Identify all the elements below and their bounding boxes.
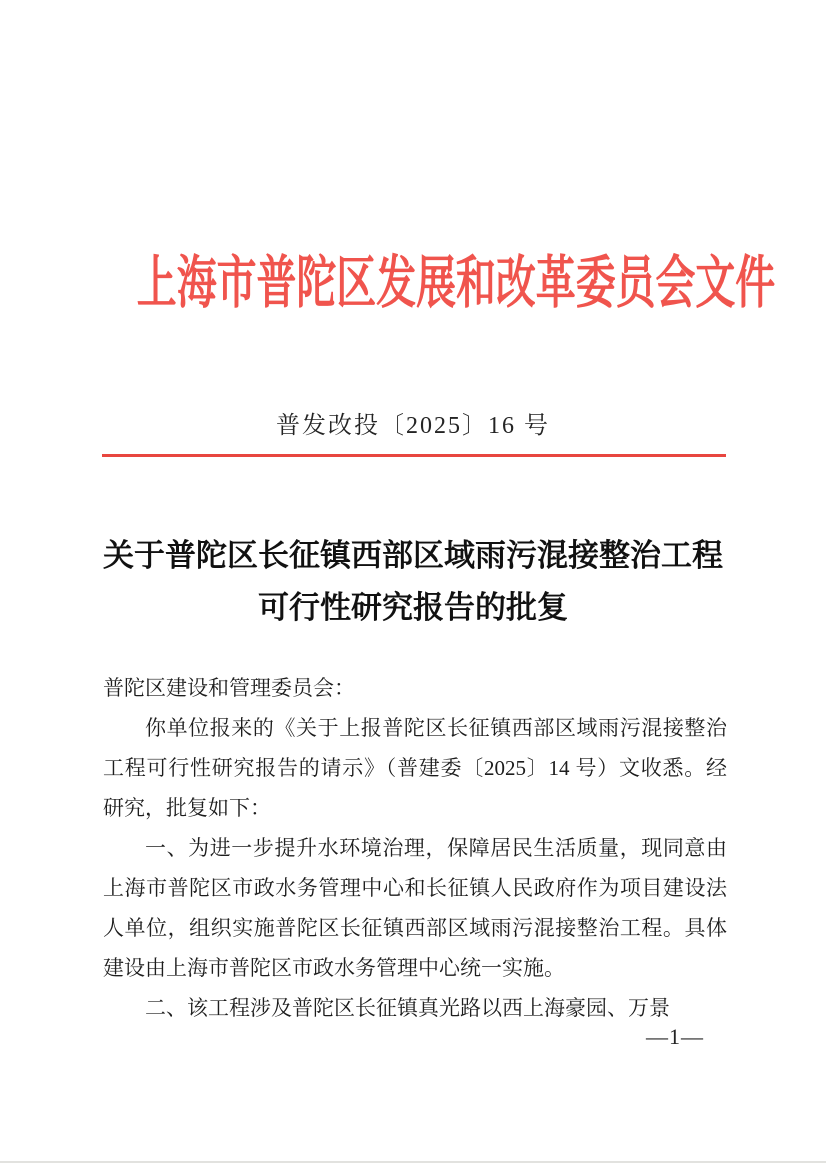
red-divider-line [102,454,726,457]
document-title-line-1: 关于普陀区长征镇西部区域雨污混接整治工程 [103,538,723,573]
salutation: 普陀区建设和管理委员会： [103,676,355,700]
document-number: 普发改投〔2025〕16 号 [276,413,550,439]
page-number: —1— [646,1024,704,1049]
scan-edge-line [0,1161,826,1163]
paragraph-item-1: 一、为进一步提升水环境治理，保障居民生活质量，现同意由上海市普陀区市政水务管理中心和长征镇人民政府作为项目建设法人单位，组织实施普陀区长征镇西部区域雨污混接整治工程。具体建设由上海市普陀区市政水务管理中心统一实施。 [103,836,727,980]
paragraph-item-2-truncated: 二、该工程涉及普陀区长征镇真光路以西上海豪园、万景 [145,996,670,1020]
document-body [103,668,727,1028]
agency-letterhead-text: 上海市普陀区发展和改革委员会文件 [136,252,776,315]
paragraph-intro: 你单位报来的《关于上报普陀区长征镇西部区域雨污混接整治工程可行性研究报告的请示》（普建委〔2025〕14 号）文收悉。经研究，批复如下： [103,716,727,820]
document-title-line-2: 可行性研究报告的批复 [258,590,568,625]
document-title [63,530,763,634]
agency-letterhead [0,253,826,316]
